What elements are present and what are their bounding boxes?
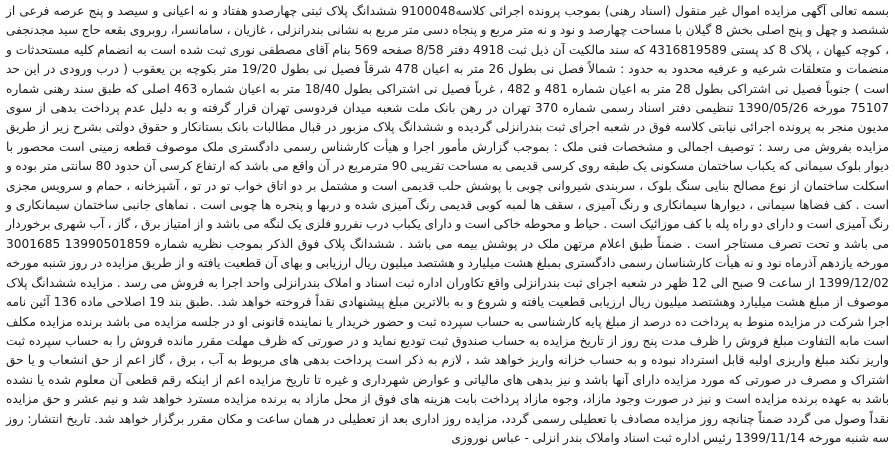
auction-notice-text: بسمه تعالی آگهی مزایده اموال غیر منقول (اسناد رهنی) بموجب پرونده اجرائی کلاسه9100048 ششدانگ پلاک ثبتی چهارصدو هفتاد و نه اعیانی و سیصد و پنج عرصه فرعی از ششصد و چهل و پنج اصلی بخش 8 گیلان با مساحت چهارصد و نود و نه متر مربع و پنجاه دسی متر مربع به نشانی بندرانزلی ، غازیان ، سامانسرا، روبروی بقعه حاج سید مجدنجفی ، کوچه کیهان ، پلاک 8 کد پستی 4316819589 که سند مالکیت آن ذیل ثبت 4918 دفتر 8/58 صفحه 569 بنام آقای مصطفی نوری ثبت شده است به انضمام کلیه مستحدثات و منضمات و متعلقات شرعیه و عرفیه محدود به حدود : شمالاً فصل نی بطول 26 متر به اعیان 478 شرقاً فصیل نی بطول 19/20 متر بکوچه بن یعقوب ( درب ورودی در این حد است ) جنوباً فصیل نی اشتراکی بطول 28 متر به اعیان شماره 481 و 482 ، غرباً فصیل نی اشتراکی بطول 18/40 متر به اعیان شماره 463 اصلی که طبق سند رهنی شماره 75107 مورخه 1390/05/26 تنظیمی دفتر اسناد رسمی شماره 370 تهران در رهن بانک ملت شعبه میدان فردوسی تهران قرار گرفته و به دلیل عدم پرداخت بدهی از سوی مدیون منجر به پرونده اجرائی نیابتی کلاسه فوق در شعبه اجرای ثبت بندرانزلی گردیده و ششدانگ پلاک مزبور در قبال مطالبات بانک بستانکار و حقوق دولتی بشرح زیر از طریق مزایده بفروش می رسد : توصیف اجمالی و مشخصات فنی ملک : بموجب گزارش مأمور اجرا و هیأت کارشناس رسمی دادگستری ملک موصوف قطعه زمینی است محصور با دیوار بلوک سیمانی که یکباب ساختمان مسکونی یک طبقه روی کرسی قدیمی به مساحت تقریبی 90 مترمربع در آن واقع می باشد که ارتفاع کرسی آن حدود 80 سانتی متر بوده و اسکلت ساختمان از نوع مصالح بنایی سنگ بلوک ، سربندی شیروانی چوبی با پوشش حلب قدیمی است و مشتمل بر دو اتاق خواب تو در تو ، آشپزخانه ، حمام و سرویس مجزی است . کف فضاها سیمانی ، دیوارها سیمانکاری و رنگ آمیزی ، سقف ها لمبه کوبی قدیمی رنگ آمیزی شده و دربها و پنجره ها چوبی است . نماهای جانبی ساختمان سیمانکاری و رنگ آمیزی است و دارای دو راه پله با کف موزائیک است . حیاط و محوطه خاکی است و دارای یکباب درب نفررو فلزی یک لنگه می باشد و از امتیاز برق ، گاز ، آب شهری برخوردار می باشد و تحت تصرف مستاجر است . ضمناً طبق اعلام مرتهن ملک در پوشش بیمه می باشد . ششدانگ پلاک فوق الذکر بموجب نظریه شماره 13990501859 3001685 مورخه یازدهم آذرماه نود و نه هیأت کارشناسان رسمی دادگستری بمبلغ هشت میلیارد و هشتصد میلیون ریال ارزیابی و بهای آن قطعیت یافته و از طریق مزایده در روز شنبه مورخه 1399/12/02 از ساعت 9 صبح الی 12 ظهر در شعبه اجرای ثبت بندرانزلی واقع تکاوران اداره ثبت اسناد و املاک بندرانزلی واحد اجرا به فروش می رسد . مزایده ششدانگ پلاک موصوف از مبلغ هشت میلیارد وهشتصد میلیون ریال ارزیابی قطعیت یافته و شروع و به بالاترین مبلغ پیشنهادی نقداً فروخته خواهد شد. .طبق بند 19 اصلاحی ماده 136 آئین نامه اجرا شرکت در مزایده منوط به پرداخت ده درصد از مبلغ پایه کارشناسی به حساب سپرده ثبت و حضور خریدار یا نماینده قانونی او در جلسه مزایده می باشد برنده مزایده مکلف است مابه التفاوت مبلغ فروش را ظرف مدت پنج روز از تاریخ مزایده به حساب صندوق ثبت تودیع نماید و در صورتی که ظرف مهلت مقرر مانده فروش را به حساب سپرده ثبت واریز نکند مبلغ واریزی اولیه قابل استرداد نبوده و به حساب خزانه واریز خواهد شد ، لازم به ذکر است پرداخت بدهی های مربوط به آب ، برق ، گاز اعم از حق انشعاب و یا حق اشتراک و مصرف در صورتی که مورد مزایده دارای آنها باشد و نیز بدهی های مالیاتی و عوارض شهرداری و غیره تا تاریخ مزایده اعم از اینکه رقم قطعی آن معلوم شده یا نشده باشد به عهده برنده مزایده است و نیز در صورت وجود مازاد، وجوه مازاد پرداخت بابت هزینه های فوق از محل مازاد به برنده مزایده مسترد خواهد شد و نیم عشر و حق مزایده نقداً وصول می گردد ضمناً چنانچه روز مزایده مصادف با تعطیلی رسمی گردد، مزایده روز اداری بعد از تعطیلی در همان ساعت و مکان مقرر برگزار خواهد شد. تاریخ انتشار: روز سه شنبه مورخه 1399/11/14 رئیس اداره ثبت اسناد واملاک بندر انزلی - عباس نوروزی [6,4,890,445]
